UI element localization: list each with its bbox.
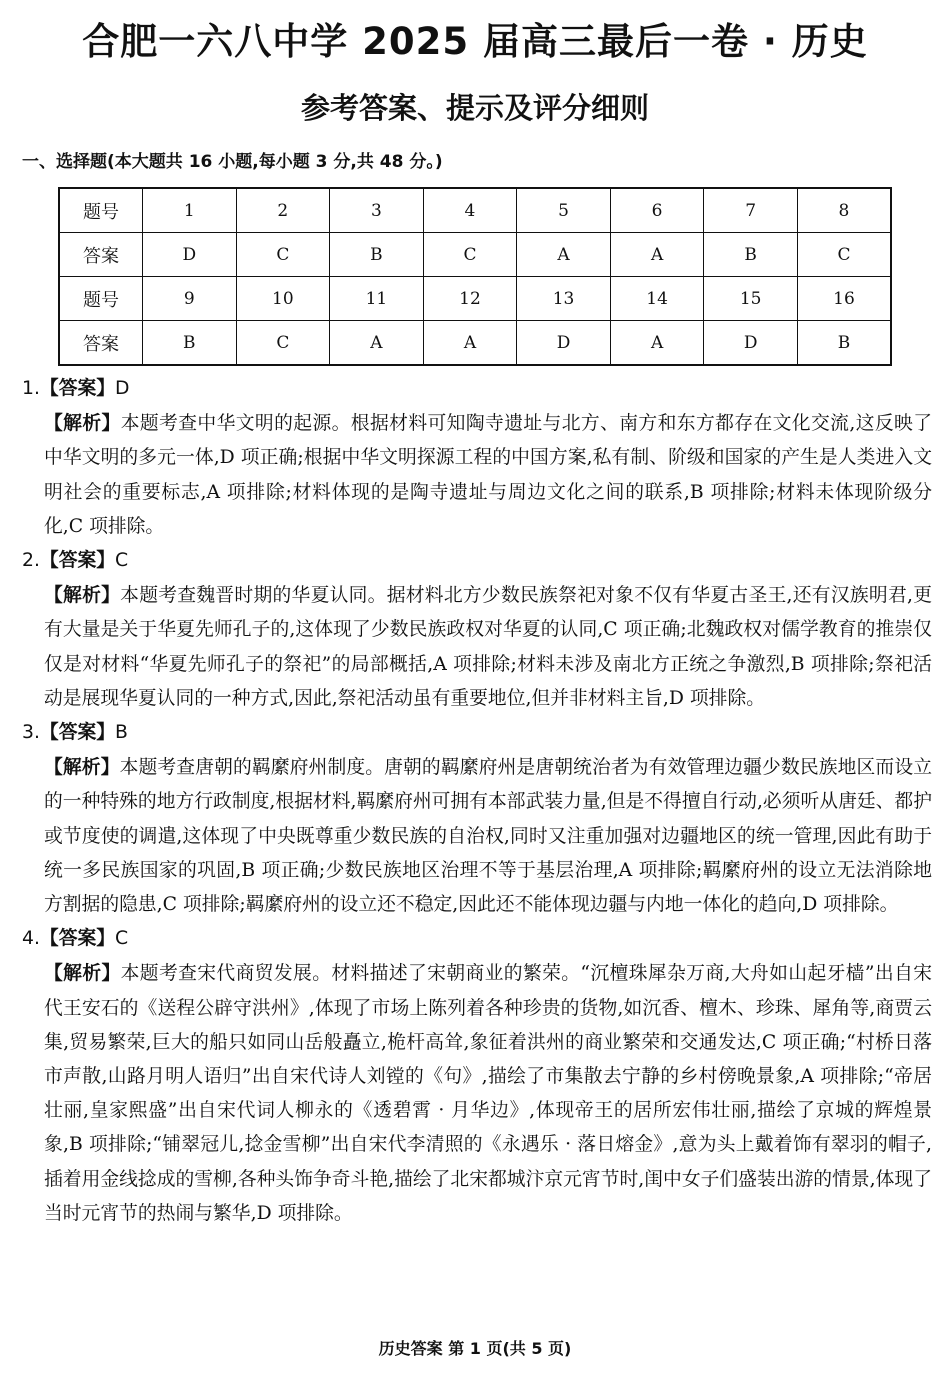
answer-table-cell: 8 [797,188,891,233]
answer-table-cell: 2 [236,188,330,233]
answer-table-row [59,277,891,321]
answer-table-cell: 3 [330,188,424,233]
answer-tag: 【答案】 [39,550,116,572]
answer-table-cell: 16 [797,277,891,321]
answer-table-cell: 13 [517,277,611,321]
question-answer-line [22,716,932,750]
answer-table-cell: 15 [704,277,798,321]
question-block [22,716,932,922]
row-label: 题号 [59,277,143,321]
answer-table-cell: 5 [517,188,611,233]
answer-table-cell: 4 [423,188,517,233]
analysis-text: 本题考查唐朝的羁縻府州制度。唐朝的羁縻府州是唐朝统治者为有效管理边疆少数民族地区而设立的一种特殊的地方行政制度,根据材料,羁縻府州可拥有本部武装力量,但是不得擅自行动,必须听从唐廷、都护或节度使的调遣,这体现了中央既尊重少数民族的自治权,同时又注重加强对边疆地区的统一管理,因此有助于统一多民族国家的巩固,B 项正确;少数民族地区治理不等于基层治理,A 项排除;羁縻府州的设立无法消除地方割据的隐患,C 项排除;羁縻府州的设立还不稳定,因此还不能体现边疆与内地一体化的趋向,D 项排除。 [44,757,933,916]
answer-table-cell: D [143,233,237,277]
answer-value: D [115,378,130,399]
answer-table-cell: B [797,321,891,366]
answer-table-cell: B [330,233,424,277]
answer-tag: 【答案】 [39,928,116,950]
row-label: 题号 [59,188,143,233]
analysis-text: 本题考查宋代商贸发展。材料描述了宋朝商业的繁荣。“沉檀珠犀杂万商,大舟如山起牙樯”出自宋代王安石的《送程公辟守洪州》,体现了市场上陈列着各种珍贵的货物,如沉香、檀木、珍珠、犀角等,商贾云集,贸易繁荣,巨大的船只如同山岳般矗立,桅杆高耸,象征着洪州的商业繁荣和交通发达,C 项正确;“村桥日落市声散,山路月明人语归”出自宋代诗人刘镗的《句》,描绘了市集散去宁静的乡村傍晚景象,A 项排除;“帝居壮丽,皇家熙盛”出自宋代词人柳永的《透碧霄 · 月华边》,体现帝王的居所宏伟壮丽,描绘了京城的辉煌景象,B 项排除;“铺翠冠儿,捻金雪柳”出自宋代李清照的《永遇乐 · 落日熔金》,意为头上戴着饰有翠羽的帽子,插着用金线捻成的雪柳,各种头饰争奇斗艳,描绘了北宋都城汴京元宵节时,闺中女子们盛装出游的情景,体现了当时元宵节的热闹与繁华,D 项排除。 [44,963,933,1224]
row-label: 答案 [59,233,143,277]
answer-table-cell: 7 [704,188,798,233]
question-number: 1. [22,378,40,399]
page-title: 合肥一六八中学 2025 届高三最后一卷 · 历史 [82,20,868,63]
answer-table-cell: 1 [143,188,237,233]
answer-table-cell: 9 [143,277,237,321]
answer-table-row [59,188,891,233]
answer-table-cell: 14 [610,277,704,321]
question-block [22,544,932,716]
answer-table-cell: B [143,321,237,366]
section-heading: 一、选择题(本大题共 16 小题,每小题 3 分,共 48 分。) [22,152,443,172]
analysis-text: 本题考查魏晋时期的华夏认同。据材料北方少数民族祭祀对象不仅有华夏古圣王,还有汉族明君,更有大量是关于华夏先师孔子的,这体现了少数民族政权对华夏的认同,C 项正确;北魏政权对儒学教育的推崇仅仅是对材料“华夏先师孔子的祭祀”的局部概括,A 项排除;材料未涉及南北方正统之争激烈,B 项排除;祭祀活动是展现华夏认同的一种方式,因此,祭祀活动虽有重要地位,但并非材料主旨,D 项排除。 [44,585,933,709]
answer-tag: 【答案】 [39,722,116,744]
answer-table-cell: B [704,233,798,277]
analysis-tag: 【解析】 [44,412,121,435]
question-answer-line [22,922,932,956]
question-analysis [22,750,932,922]
answer-table [58,187,892,366]
answer-value: C [115,550,129,572]
answer-table-cell: 6 [610,188,704,233]
question-answer-line [22,544,932,578]
answer-table-cell: C [797,233,891,277]
answer-table-cell: C [236,233,330,277]
page-footer: 历史答案 第 1 页(共 5 页) [378,1339,572,1358]
question-analysis [22,406,932,544]
answer-table-cell: A [330,321,424,366]
question-number: 2. [22,550,40,572]
analysis-tag: 【解析】 [44,756,120,779]
answer-table-cell: A [610,321,704,366]
answer-table-cell: 12 [423,277,517,321]
analysis-tag: 【解析】 [44,962,121,985]
question-block [22,922,932,1231]
answer-table-cell: C [423,233,517,277]
answer-value: C [115,928,129,950]
analysis-text: 本题考查中华文明的起源。根据材料可知陶寺遗址与北方、南方和东方都存在文化交流,这反映了中华文明的多元一体,D 项正确;根据中华文明探源工程的中国方案,私有制、阶级和国家的产生是人类进入文明社会的重要标志,A 项排除;材料体现的是陶寺遗址与周边文化之间的联系,B 项排除;材料未体现阶级分化,C 项排除。 [44,413,933,537]
question-answer-line [22,372,932,406]
question-number: 4. [22,928,40,950]
answer-table-cell: A [610,233,704,277]
answer-table-cell: C [236,321,330,366]
answer-table-cell: 11 [330,277,424,321]
answer-table-cell: D [517,321,611,366]
answer-table-cell: D [704,321,798,366]
analysis-tag: 【解析】 [44,584,121,607]
page-subtitle: 参考答案、提示及评分细则 [300,91,649,125]
row-label: 答案 [59,321,143,366]
question-block [22,372,932,544]
answer-table-cell: 10 [236,277,330,321]
answer-table-cell: A [423,321,517,366]
answer-table-row [59,321,891,366]
question-number: 3. [22,722,40,744]
answer-table-row [59,233,891,277]
question-analysis [22,956,932,1231]
answer-tag: 【答案】 [39,378,116,399]
answer-table-cell: A [517,233,611,277]
question-analysis [22,578,932,716]
explanations [22,372,932,1231]
answer-value: B [115,722,128,744]
